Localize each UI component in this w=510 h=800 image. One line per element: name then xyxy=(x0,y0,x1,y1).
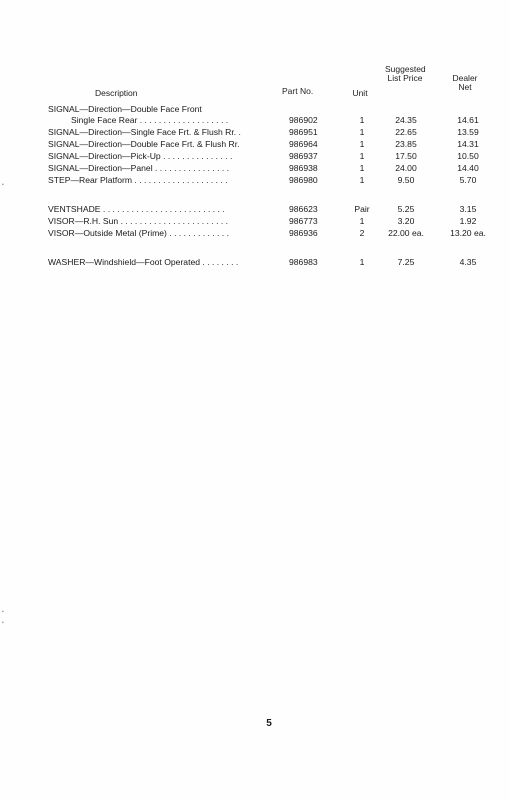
row-unit: 1 xyxy=(359,257,365,267)
row-dealer-net: 14.61 xyxy=(457,115,479,125)
row-list-price: 3.20 xyxy=(397,216,415,226)
row-description: STEP—Rear Platform . . . . . . . . . . . . . . . . . . . . xyxy=(48,175,228,185)
table-row xyxy=(0,115,510,126)
table-row xyxy=(0,257,510,268)
row-unit: 1 xyxy=(359,139,365,149)
row-part-no: 986937 xyxy=(289,151,318,161)
table-row xyxy=(0,104,510,115)
row-description: SIGNAL—Direction—Panel . . . . . . . . . . . . . . . . xyxy=(48,163,230,173)
row-part-no: 986938 xyxy=(289,163,318,173)
row-part-no: 986980 xyxy=(289,175,318,185)
row-list-price: 23.85 xyxy=(395,139,417,149)
row-description: SIGNAL—Direction—Pick-Up . . . . . . . . . . . . . . . xyxy=(48,151,233,161)
row-part-no: 986951 xyxy=(289,127,318,137)
row-list-price: 5.25 xyxy=(397,204,415,214)
header-part-no: Part No. xyxy=(282,86,314,96)
row-dealer-net: 13.59 xyxy=(457,127,479,137)
row-description: SIGNAL—Direction—Single Face Frt. & Flush Rr. . xyxy=(48,127,241,137)
row-dealer-net: 1.92 xyxy=(459,216,477,226)
row-part-no: 986623 xyxy=(289,204,318,214)
row-list-price: 24.00 xyxy=(395,163,417,173)
scan-speck: • xyxy=(2,609,4,615)
row-unit: 1 xyxy=(359,163,365,173)
table-row xyxy=(0,228,510,239)
header-unit: Unit xyxy=(352,88,368,98)
row-unit: 1 xyxy=(359,127,365,137)
row-list-price: 22.65 xyxy=(395,127,417,137)
row-list-price: 22.00 ea. xyxy=(388,228,424,238)
row-dealer-net: 13.20 ea. xyxy=(450,228,486,238)
row-description: VENTSHADE . . . . . . . . . . . . . . . . . . . . . . . . . . xyxy=(48,204,225,214)
row-list-price: 9.50 xyxy=(397,175,415,185)
table-row xyxy=(0,139,510,150)
scan-speck: • xyxy=(2,620,4,626)
row-part-no: 986983 xyxy=(289,257,318,267)
row-description: VISOR—Outside Metal (Prime) . . . . . . . . . . . . . xyxy=(48,228,229,238)
row-unit: Pair xyxy=(354,204,370,214)
table-row xyxy=(0,175,510,186)
header-dealer-net: Dealer Net xyxy=(452,73,478,92)
row-part-no: 986936 xyxy=(289,228,318,238)
row-unit: 1 xyxy=(359,216,365,226)
row-unit: 2 xyxy=(359,228,365,238)
row-dealer-net: 4.35 xyxy=(459,257,477,267)
row-part-no: 986902 xyxy=(289,115,318,125)
table-row xyxy=(0,151,510,162)
row-dealer-net: 14.40 xyxy=(457,163,479,173)
row-description: SIGNAL—Direction—Double Face Front xyxy=(48,104,202,114)
page-number: 5 xyxy=(266,718,272,729)
row-description: VISOR—R.H. Sun . . . . . . . . . . . . . . . . . . . . . . . xyxy=(48,216,229,226)
table-row xyxy=(0,127,510,138)
row-dealer-net: 3.15 xyxy=(459,204,477,214)
row-part-no: 986773 xyxy=(289,216,318,226)
row-description: WASHER—Windshield—Foot Operated . . . . . . . . xyxy=(48,257,239,267)
row-description: Single Face Rear . . . . . . . . . . . . . . . . . . . xyxy=(71,115,229,125)
scan-speck: • xyxy=(2,182,4,188)
header-list-price: Suggested List Price xyxy=(385,64,426,83)
row-dealer-net: 14.31 xyxy=(457,139,479,149)
table-row xyxy=(0,216,510,227)
table-row xyxy=(0,204,510,215)
header-description: Description xyxy=(95,88,138,98)
row-unit: 1 xyxy=(359,175,365,185)
row-list-price: 17.50 xyxy=(395,151,417,161)
row-dealer-net: 10.50 xyxy=(457,151,479,161)
row-part-no: 986964 xyxy=(289,139,318,149)
row-description: SIGNAL—Direction—Double Face Frt. & Flush Rr. xyxy=(48,139,240,149)
row-unit: 1 xyxy=(359,151,365,161)
table-row xyxy=(0,163,510,174)
row-dealer-net: 5.70 xyxy=(459,175,477,185)
row-unit: 1 xyxy=(359,115,365,125)
row-list-price: 7.25 xyxy=(397,257,415,267)
row-list-price: 24.35 xyxy=(395,115,417,125)
